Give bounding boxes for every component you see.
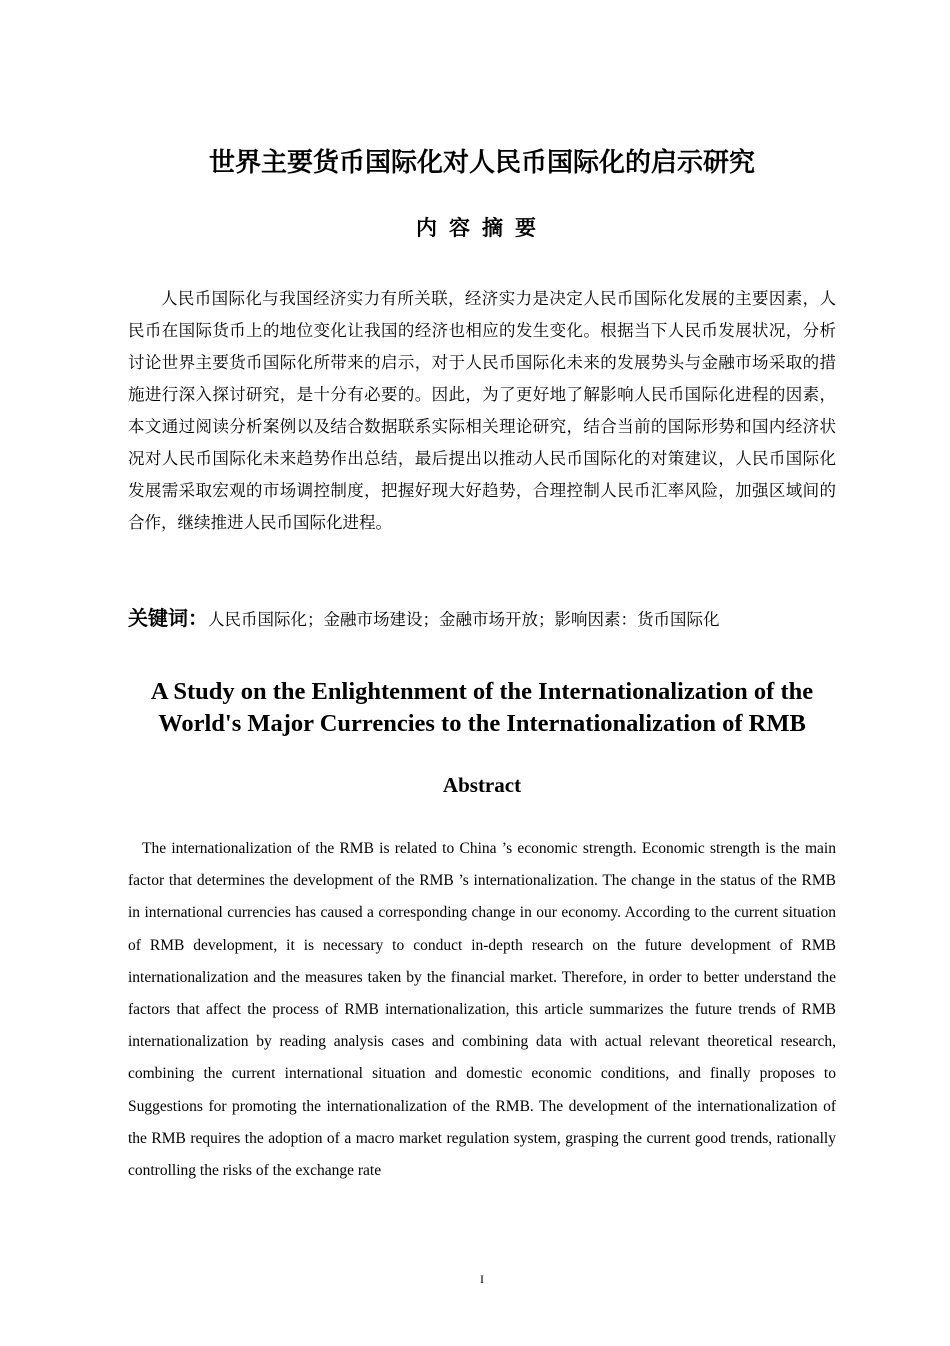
english-title: A Study on the Enlightenment of the Internationalization of the World's Major Currencies to the Internationalization of RMB — [150, 678, 814, 737]
english-abstract-heading: Abstract — [442, 773, 522, 797]
chinese-title: 世界主要货币国际化对人民币国际化的启示研究 — [208, 148, 755, 178]
page-number: I — [480, 1272, 484, 1286]
chinese-keywords — [128, 601, 848, 637]
chinese-abstract-heading: 内容摘要 — [416, 216, 548, 240]
chinese-keywords-label: 关键词： — [128, 606, 208, 630]
chinese-keywords-text: 人民币国际化；金融市场建设；金融市场开放；影响因素：货币国际化 — [208, 610, 720, 629]
english-abstract-body: The internationalization of the RMB is related to China ’s economic strength. Economic strength is the main factor that determines the development of the RMB ’s internationalization. The change in the status of the RMB in international currencies has caused a corresponding change in our economy. According to the current situation of RMB development, it is necessary to conduct in-depth research on the future development of RMB internationalization and the measures taken by the financial market. Therefore, in order to better understand the factors that affect the process of RMB internationalization, this article summarizes the future trends of RMB internationalization by reading analysis cases and combining data with actual relevant theoretical research, combining the current international situation and domestic economic conditions, and finally proposes to Suggestions for promoting the internationalization of the RMB. The development of the internationalization of the RMB requires the adoption of a macro market regulation system, grasping the current good trends, rationally controlling the risks of the exchange rate — [128, 840, 836, 1180]
chinese-abstract-body: 人民币国际化与我国经济实力有所关联，经济实力是决定人民币国际化发展的主要因素，人民币在国际货币上的地位变化让我国的经济也相应的发生变化。根据当下人民币发展状况，分析讨论世界主要货币国际化所带来的启示，对于人民币国际化未来的发展势头与金融市场采取的措施进行深入探讨研究，是十分有必要的。因此，为了更好地了解影响人民币国际化进程的因素，本文通过阅读分析案例以及结合数据联系实际相关理论研究，结合当前的国际形势和国内经济状况对人民币国际化未来趋势作出总结，最后提出以推动人民币国际化的对策建议，人民币国际化发展需采取宏观的市场调控制度，把握好现大好趋势，合理控制人民币汇率风险，加强区域间的合作，继续推进人民币国际化进程。 — [128, 289, 836, 532]
